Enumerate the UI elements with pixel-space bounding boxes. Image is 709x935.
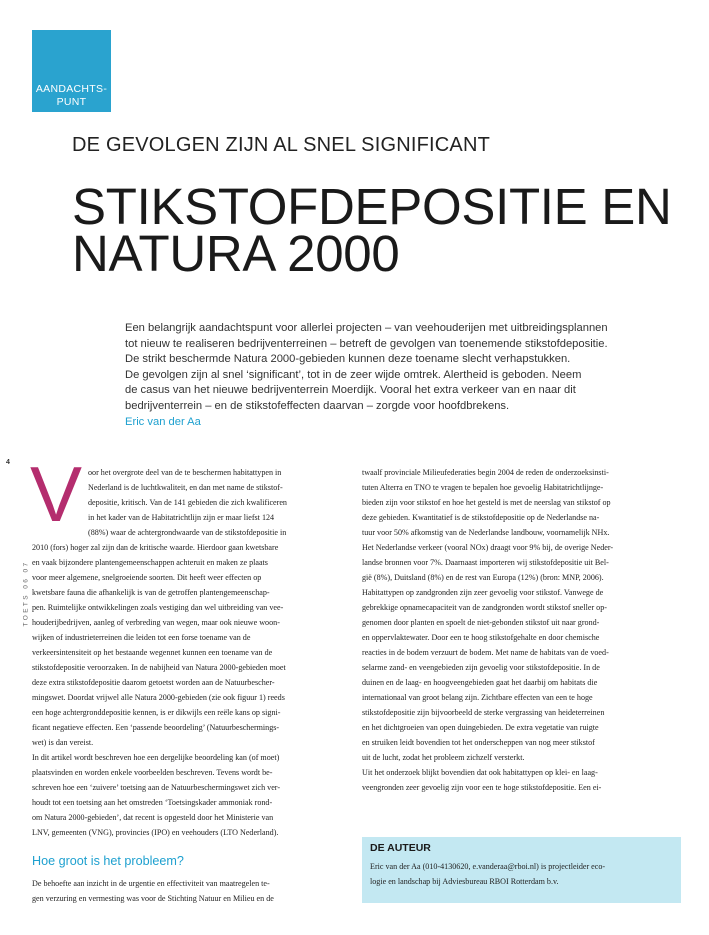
title-line-1: STIKSTOFDEPOSITIE EN [72, 178, 672, 235]
body-line: tuur voor 50% afkomstig van de Nederlandse landbouw, voornamelijk NHx. [362, 528, 610, 537]
body-line: reacties in de bodem verzuurt de bodem. Met name de habitats van de voed- [362, 648, 609, 657]
body-line: pen. Ruimtelijke ontwikkelingen zoals vestiging dan wel uitbreiding van vee- [32, 603, 284, 612]
author-box-text [370, 859, 672, 889]
body-line: verkeersintensiteit op het bestaande wegennet kunnen een toename van de [32, 648, 273, 657]
badge-line-1: AANDACHTS- [35, 83, 108, 95]
body-line: een hoge achtergronddepositie kennen, is er dikwijls een reële kans op signi- [32, 708, 281, 717]
body-line: wet) is dan vereist. [32, 738, 94, 747]
body-line: veengronden zeer gevoelig zijn voor een te hoge stikstofdepositie. Een ei- [362, 783, 602, 792]
section-badge [32, 30, 111, 112]
body-line: Het Nederlandse verkeer (vooral NOx) draagt voor 9% bij, de overige Neder- [362, 543, 614, 552]
body-line: houderijbedrijven, aanleg of verbreding van wegen, maar ook nieuwe woon- [32, 618, 280, 627]
body-line: Habitattypen op zandgronden zijn zeer gevoelig voor stikstof. Vanwege de [362, 588, 604, 597]
body-line: landse bronnen voor 7%. Daarnaast importeren wij stikstofdepositie uit Bel- [362, 558, 609, 567]
intro-line: De gevolgen zijn al snel ‘significant’, tot in de zeer wijde omtrek. Alertheid is geboden. Neem [125, 368, 582, 381]
article-title [72, 178, 672, 282]
body-line: uit de lucht, zodat het probleem zichzelf versterkt. [362, 753, 525, 762]
body-line: houdt tot een toetsing aan het omstreden ‘Toetsingskader ammoniak rond- [32, 798, 273, 807]
body-line: 2010 (fors) hoger zal zijn dan de kritische waarde. Hierdoor gaan kwetsbare [32, 543, 279, 552]
body-line: voor meer algemene, snelgroeiende soorten. Dit heeft weer effecten op [32, 573, 262, 582]
body-line: internationaal van groot belang zijn. Zichtbare effecten van een te hoge [362, 693, 593, 702]
badge-line-2: PUNT [56, 96, 87, 108]
body-line: genomen door planten en spoelt de niet-gebonden stikstof uit naar grond- [362, 618, 600, 627]
drop-cap: V [30, 450, 83, 538]
body-line: bieden zijn voor stikstof en hoe het gesteld is met de neerslag van stikstof op [362, 498, 611, 507]
body-line: en oppervlaktewater. Door een te hoog stikstofgehalte en door chemische [362, 633, 600, 642]
intro-paragraph [125, 321, 665, 430]
body-line: schreven hoe een ‘zuivere’ toetsing aan de Natuurbeschermingswet zich ver- [32, 783, 281, 792]
body-line: (88%) waar de achtergrondwaarde van de stikstofdepositie in [88, 528, 287, 537]
body-line: mingswet. Doordat vrijwel alle Natura 2000-gebieden (zie ook figuur 1) reeds [32, 693, 285, 702]
author-box-heading: DE AUTEUR [370, 842, 431, 854]
body-line: om Natura 2000-gebieden’, dat recent is opgesteld door het Ministerie van [32, 813, 274, 822]
body-column-1 [32, 465, 349, 840]
body-line: selarme zand- en veengebieden zijn gevoelig voor stikstofdepositie. In de [362, 663, 600, 672]
body-line: en het dichtgroeien van open duingebieden. De extra vegetatie van ruigte [362, 723, 599, 732]
body-line: tuten Alterra en TNO te vragen te bepalen hoe gevoelig Habitatrichtlijnge- [362, 483, 604, 492]
body-line: deze gebieden. Kwantitatief is de stikstofdepositie op de Nederlandse na- [362, 513, 600, 522]
body-line: ficant negatieve effecten. Een ‘passende beoordeling’ (Natuurbeschermings- [32, 723, 280, 732]
body-line: plaatsvinden en worden enkele voorbeelden beschreven. Tevens wordt be- [32, 768, 273, 777]
author-box [362, 837, 681, 903]
badge-label [32, 83, 111, 109]
body-column-2 [362, 465, 679, 795]
author-box-line: Eric van der Aa (010-4130620, e.vanderaa@rboi.nl) is projectleider eco- [370, 862, 606, 871]
intro-line: de casus van het nieuwe bedrijventerrein Moerdijk. Vooral het extra verkeer van en naar dit [125, 384, 576, 397]
body-line: oor het overgrote deel van de te beschermen habitattypen in [88, 468, 282, 477]
author-box-line: logie en landschap bij Adviesbureau RBOI Rotterdam b.v. [370, 877, 559, 886]
intro-author: Eric van der Aa [125, 415, 201, 428]
article-subtitle: DE GEVOLGEN ZIJN AL SNEL SIGNIFICANT [72, 134, 491, 156]
body-line: kwetsbare fauna die afhankelijk is van de getroffen plantengemeenschap- [32, 588, 270, 597]
intro-line: tot nieuw te realiseren bedrijventerreinen – betreft de gevolgen van toenemende stikstofdepositie. [125, 337, 608, 350]
body-line: Nederland is de luchtkwaliteit, en dan met name de stikstof- [88, 483, 283, 492]
body-line: wijken of industrieterreinen die leiden tot een forse toename van de [32, 633, 251, 642]
body-line: deze extra stikstofdepositie daarom getoetst worden aan de Natuurbescher- [32, 678, 275, 687]
page-number: 4 [6, 459, 10, 466]
intro-line: bedrijventerrein – en de stikstofeffecten daarvan – zorgde voor hoofdbrekens. [125, 399, 510, 412]
body-column-1-continued [32, 876, 349, 906]
body-line: en vaak bijzondere plantengemeenschappen achteruit en maken ze plaats [32, 558, 268, 567]
body-line: gië (8%), Duitsland (8%) en de rest van Europa (12%) (bron: MNP, 2006). [362, 573, 604, 582]
body-line: depositie, kritisch. Van de 141 gebieden die zich kwalificeren [88, 498, 287, 507]
intro-line: De strikt beschermde Natura 2000-gebieden kunnen deze toename slecht verhapstukken. [125, 353, 571, 366]
body-line: duinen en de laag- en hoogveengebieden gaat het daarbij om habitats die [362, 678, 598, 687]
title-line-2: NATURA 2000 [72, 225, 400, 282]
body-line: De behoefte aan inzicht in de urgentie en effectiviteit van maatregelen te- [32, 879, 270, 888]
body-line: LNV, gemeenten (VNG), provincies (IPO) en veehouders (LTO Nederland). [32, 828, 279, 837]
body-line: en struiken leidt bovendien tot het onderscheppen van nog meer stikstof [362, 738, 595, 747]
body-line: In dit artikel wordt beschreven hoe een dergelijke beoordeling kan (of moet) [32, 753, 280, 762]
body-line: gebrekkige opnamecapaciteit van de zandgronden wordt stikstof sneller op- [362, 603, 607, 612]
body-line: twaalf provinciale Milieufederaties begin 2004 de reden de onderzoeksinsti- [362, 468, 609, 477]
body-line: stikstofdepositie zijn bijvoorbeeld de sterke vergrassing van heideterreinen [362, 708, 605, 717]
body-line: in het kader van de Habitatrichtlijn zijn er maar liefst 124 [88, 513, 275, 522]
section-heading: Hoe groot is het probleem? [32, 854, 184, 868]
side-label: TOETS 06 07 [22, 560, 30, 627]
intro-line: Een belangrijk aandachtspunt voor allerlei projecten – van veehouderijen met uitbreidingsplannen [125, 322, 608, 334]
body-line: gen verzuring en vermesting was voor de Stichting Natuur en Milieu en de [32, 894, 274, 903]
body-line: Uit het onderzoek blijkt bovendien dat ook habitattypen op klei- en laag- [362, 768, 598, 777]
body-line: stikstofdepositie veroorzaken. In de nabijheid van Natura 2000-gebieden moet [32, 663, 286, 672]
